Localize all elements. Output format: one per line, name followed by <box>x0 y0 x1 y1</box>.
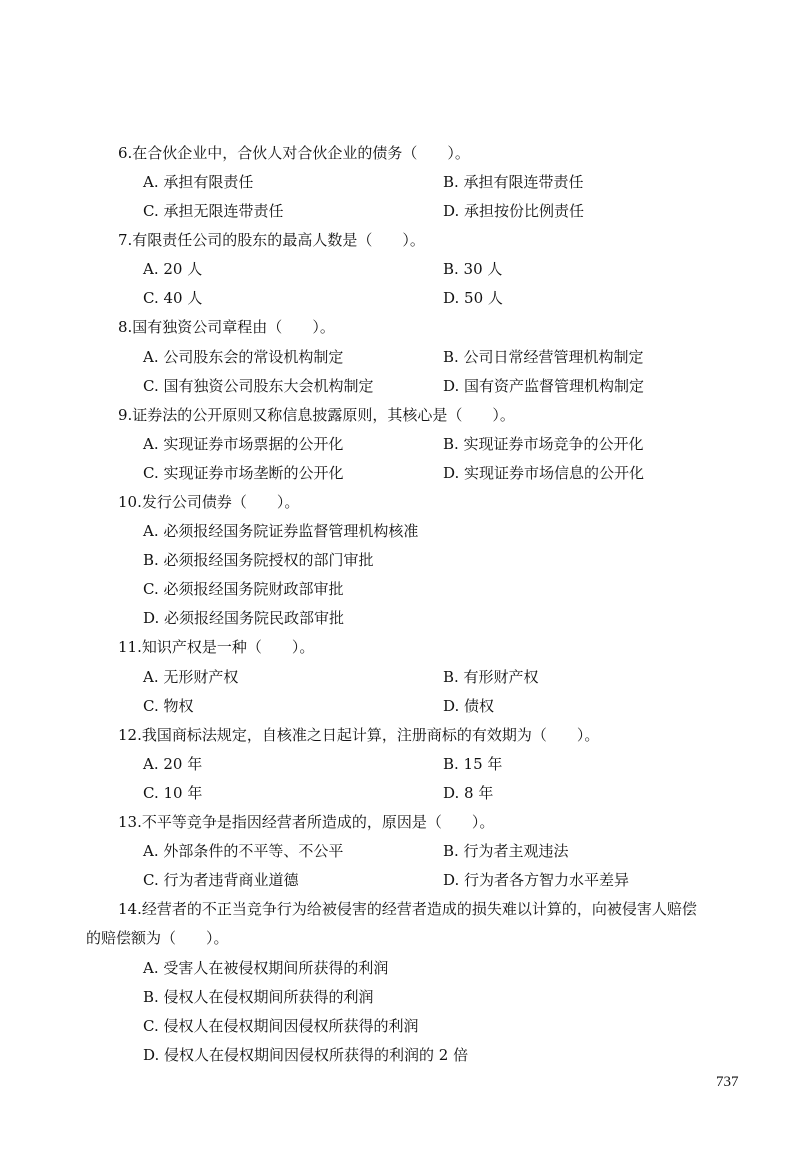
question-8-option-c: C. 国有独资公司股东大会机构制定 <box>143 377 374 395</box>
question-9-option-a: A. 实现证券市场票据的公开化 <box>143 435 344 453</box>
question-13-option-a: A. 外部条件的不平等、不公平 <box>143 842 344 860</box>
question-11-stem: 11.知识产权是一种（ ）。 <box>118 638 315 656</box>
question-12-stem: 12.我国商标法规定，自核准之日起计算，注册商标的有效期为（ ）。 <box>118 726 600 744</box>
question-14-option-d: D. 侵权人在侵权期间因侵权所获得的利润的 2 倍 <box>143 1046 469 1064</box>
question-10-stem: 10.发行公司债券（ ）。 <box>118 493 300 511</box>
page-number: 737 <box>716 1074 739 1090</box>
question-10-option-b: B. 必须报经国务院授权的部门审批 <box>143 551 374 569</box>
question-14-option-b: B. 侵权人在侵权期间所获得的利润 <box>143 988 374 1006</box>
question-13-option-c: C. 行为者违背商业道德 <box>143 871 299 889</box>
question-9-option-b: B. 实现证券市场竞争的公开化 <box>443 435 644 453</box>
question-13-option-b: B. 行为者主观违法 <box>443 842 569 860</box>
question-12-option-a: A. 20 年 <box>143 755 203 773</box>
question-9-stem: 9.证券法的公开原则又称信息披露原则，其核心是（ ）。 <box>118 406 515 424</box>
question-11-option-d: D. 债权 <box>443 697 495 715</box>
question-8-stem: 8.国有独资公司章程由（ ）。 <box>118 318 335 336</box>
question-9-option-d: D. 实现证券市场信息的公开化 <box>443 464 645 482</box>
question-11-option-a: A. 无形财产权 <box>143 668 239 686</box>
question-9-option-c: C. 实现证券市场垄断的公开化 <box>143 464 344 482</box>
question-7-option-d: D. 50 人 <box>443 289 503 307</box>
question-14-option-a: A. 受害人在被侵权期间所获得的利润 <box>143 959 389 977</box>
question-6-option-d: D. 承担按份比例责任 <box>443 202 585 220</box>
question-14-option-c: C. 侵权人在侵权期间因侵权所获得的利润 <box>143 1017 419 1035</box>
question-7-option-b: B. 30 人 <box>443 260 503 278</box>
question-14-stem-line-2: 的赔偿额为（ ）。 <box>86 929 229 947</box>
question-14-stem-line-1: 14.经营者的不正当竞争行为给被侵害的经营者造成的损失难以计算的，向被侵害人赔偿 <box>118 900 697 918</box>
question-12-option-c: C. 10 年 <box>143 784 203 802</box>
question-11-option-c: C. 物权 <box>143 697 194 715</box>
question-10-option-d: D. 必须报经国务院民政部审批 <box>143 609 345 627</box>
question-6-option-c: C. 承担无限连带责任 <box>143 202 284 220</box>
question-8-option-d: D. 国有资产监督管理机构制定 <box>443 377 645 395</box>
question-8-option-b: B. 公司日常经营管理机构制定 <box>443 348 644 366</box>
question-13-stem: 13.不平等竞争是指因经营者所造成的，原因是（ ）。 <box>118 813 495 831</box>
question-13-option-d: D. 行为者各方智力水平差异 <box>443 871 630 889</box>
question-12-option-b: B. 15 年 <box>443 755 503 773</box>
question-10-option-a: A. 必须报经国务院证券监督管理机构核准 <box>143 522 419 540</box>
question-12-option-d: D. 8 年 <box>443 784 494 802</box>
question-6-option-a: A. 承担有限责任 <box>143 173 254 191</box>
question-6-stem: 6.在合伙企业中，合伙人对合伙企业的债务（ ）。 <box>118 144 470 162</box>
question-10-option-c: C. 必须报经国务院财政部审批 <box>143 580 344 598</box>
question-7-option-c: C. 40 人 <box>143 289 203 307</box>
question-6-option-b: B. 承担有限连带责任 <box>443 173 584 191</box>
question-7-stem: 7.有限责任公司的股东的最高人数是（ ）。 <box>118 231 425 249</box>
question-11-option-b: B. 有形财产权 <box>443 668 539 686</box>
question-7-option-a: A. 20 人 <box>143 260 203 278</box>
question-8-option-a: A. 公司股东会的常设机构制定 <box>143 348 344 366</box>
